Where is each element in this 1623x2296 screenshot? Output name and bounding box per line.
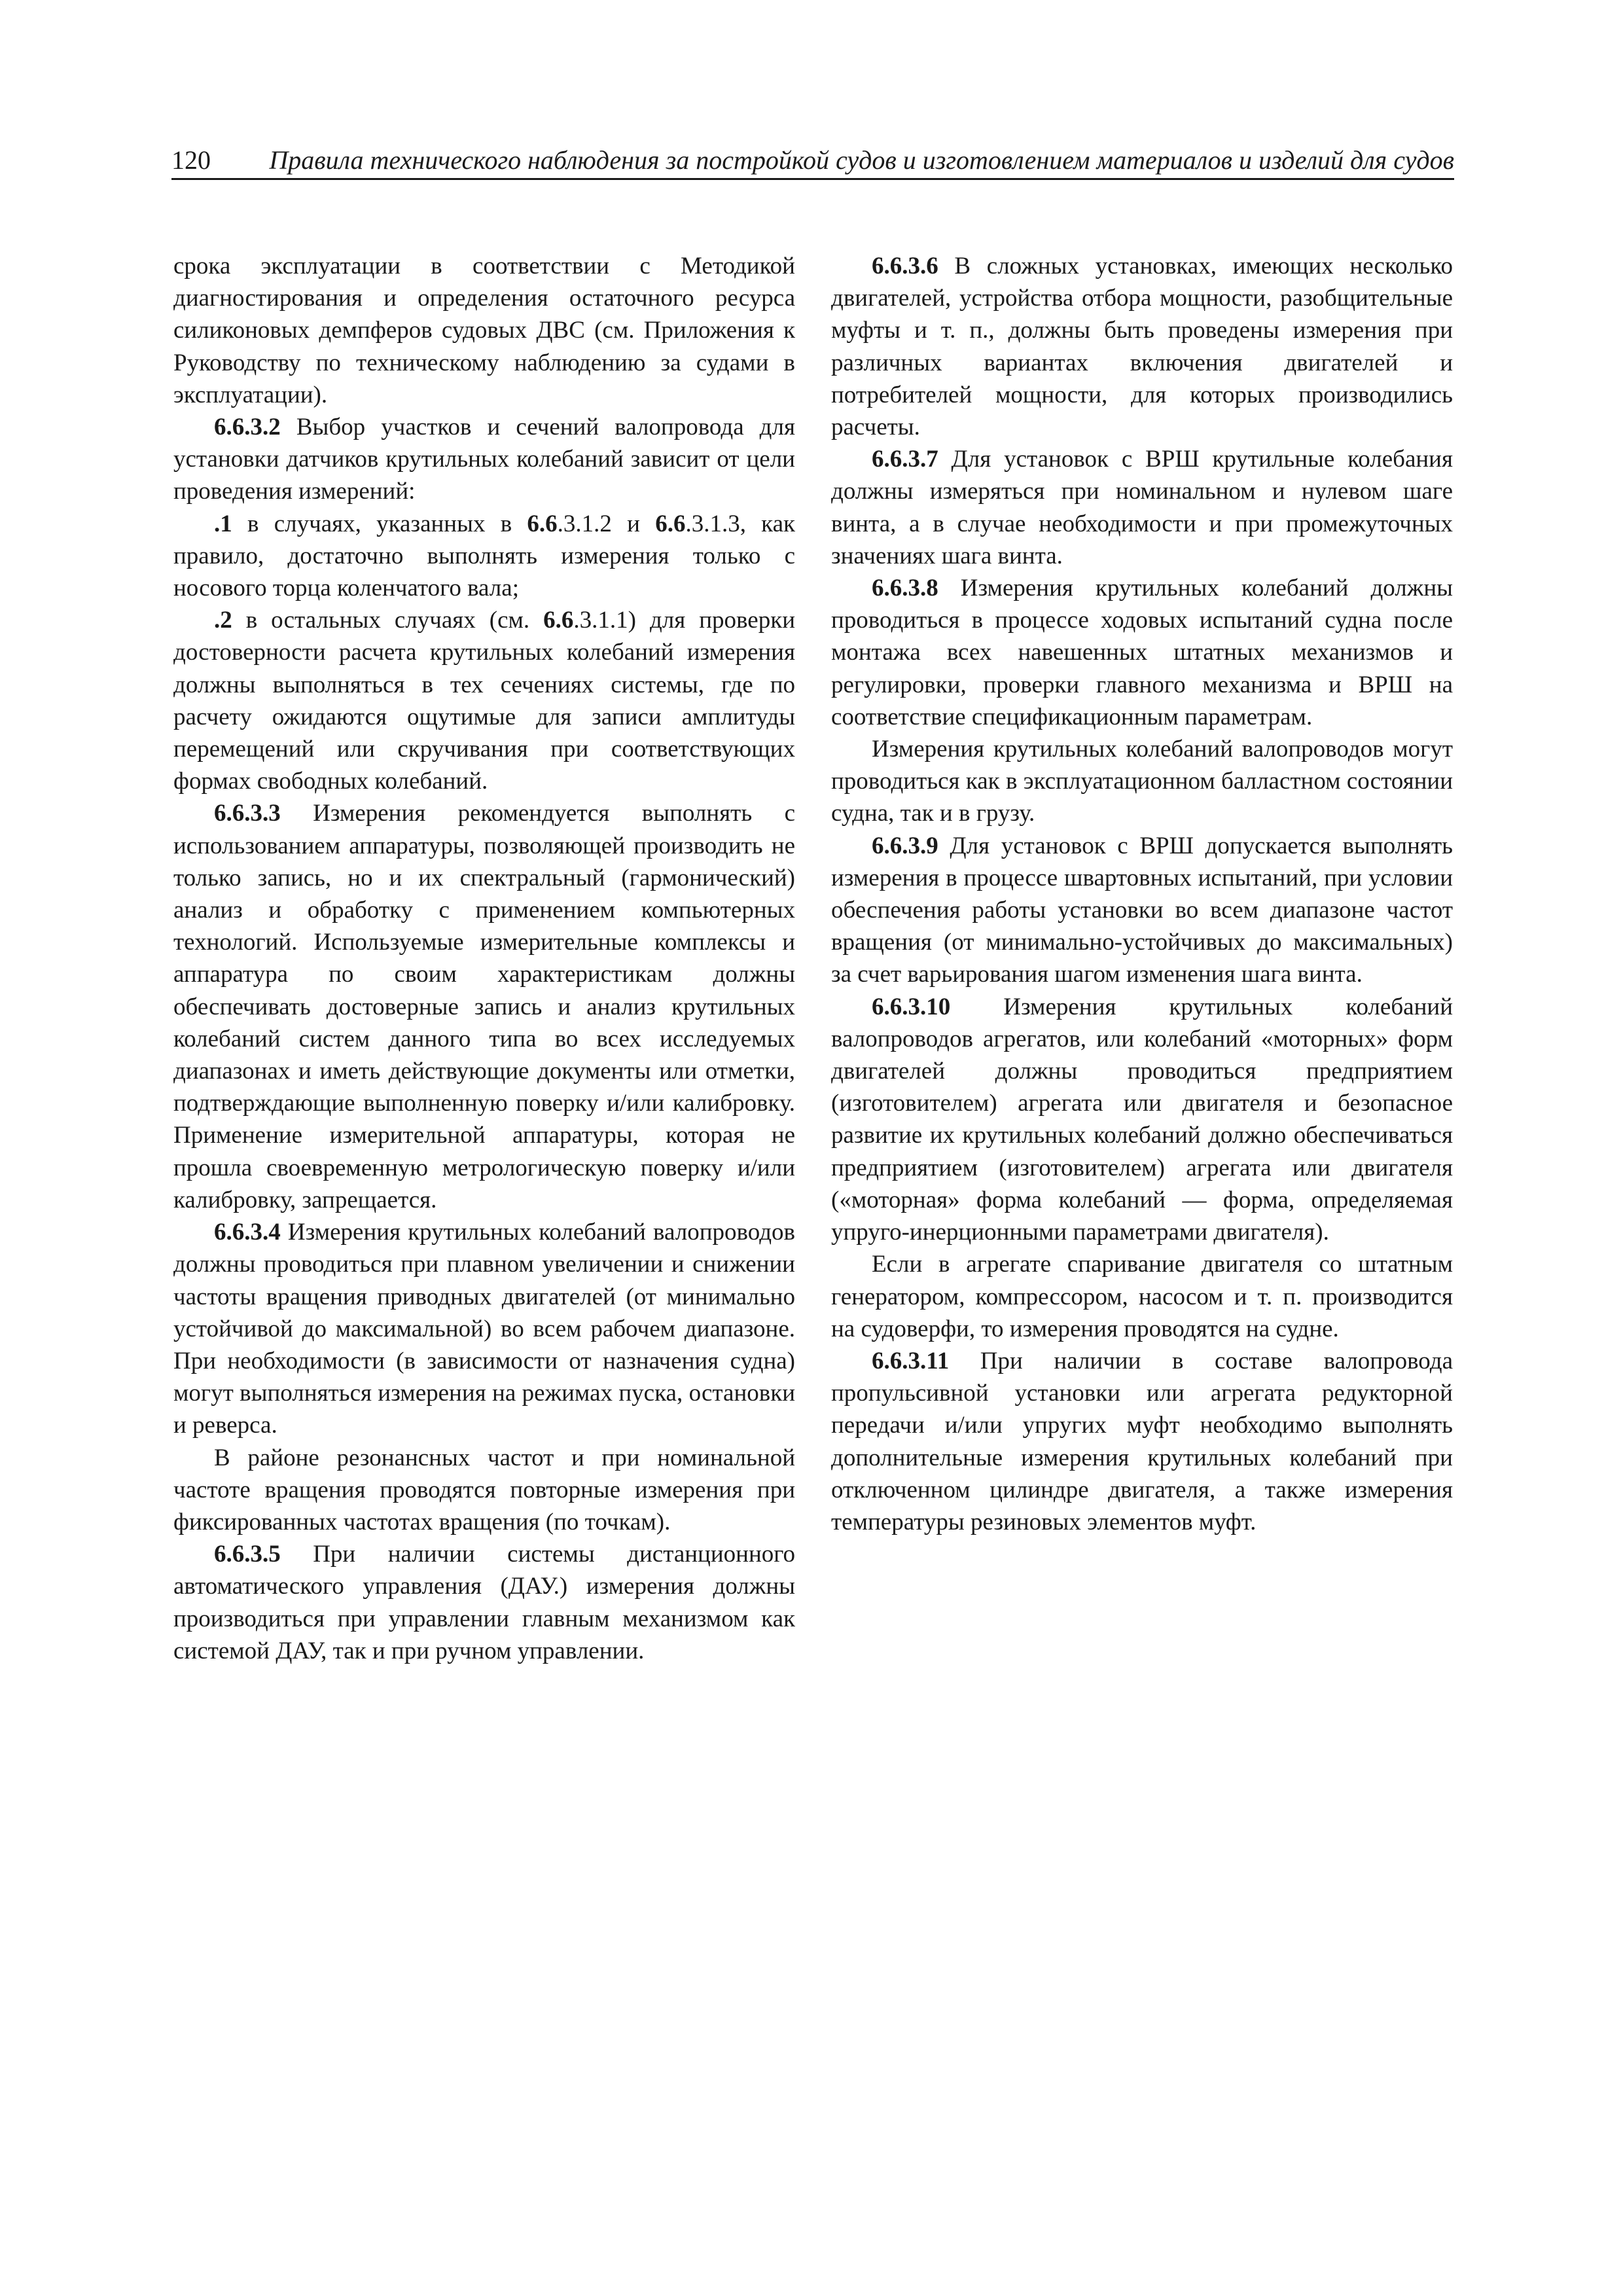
list-number: .1 <box>214 510 232 537</box>
section-number: 6.6.3.3 <box>214 800 281 827</box>
paragraph-6-6-3-10 <box>831 991 1453 1249</box>
paragraph-text: В сложных установках, имеющих несколько двигателей, устройства отбора мощности, разобщительные муфты и т. п., должны быть проведены измерения при различных вариантах включения двигателей и потребителей мощности, для которых производились расчеты. <box>831 253 1453 441</box>
section-number: 6.6.3.10 <box>872 993 951 1020</box>
cross-reference: 6.6 <box>655 510 686 537</box>
list-item-1 <box>173 508 795 605</box>
section-number: 6.6.3.11 <box>872 1347 950 1374</box>
paragraph-text: Измерения крутильных колебаний валопроводов агрегатов, или колебаний «моторных» форм двигателей должны проводиться предприятием (изготовителем) агрегата или двигателя и безопасное развитие их крутильных колебаний должно обеспечиваться предприятием (изготовителем) агрегата или двигателя («моторная» форма колебаний — форма, определяемая упруго-инерционными параметрами двигателя). <box>831 993 1453 1246</box>
paragraph-text: Для установок с ВРШ крутильные колебания должны измеряться при номинальном и нулевом шаге винта, а в случае необходимости и при промежуточных значениях шага винта. <box>831 446 1453 569</box>
section-number: 6.6.3.8 <box>872 575 938 602</box>
paragraph-text: При наличии системы дистанционного автоматического управления (ДАУ.) измерения должны производиться при управлении главным механизмом как системой ДАУ, так и при ручном управлении. <box>173 1541 795 1664</box>
left-column <box>173 250 795 1667</box>
cross-reference-tail: .3.1.2 <box>557 510 612 537</box>
paragraph-6-6-3-11 <box>831 1345 1453 1538</box>
paragraph-6-6-3-4 <box>173 1216 795 1441</box>
cross-reference-tail: .3.1.3, <box>685 510 746 537</box>
cross-reference: 6.6 <box>527 510 558 537</box>
list-number: .2 <box>214 607 232 634</box>
paragraph-6-6-3-9 <box>831 830 1453 991</box>
paragraph-text: Для установок с ВРШ допускается выполнять измерения в процессе швартовных испытаний, при условии обеспечения работы установки во всем диапазоне частот вращения (от минимально-устойчивых до максимальных) за счет варьирования шагом изменения шага винта. <box>831 832 1453 988</box>
paragraph-6-6-3-8 <box>831 572 1453 733</box>
paragraph-resonance <box>173 1442 795 1539</box>
section-number: 6.6.3.4 <box>214 1219 281 1246</box>
paragraph-text: в случаях, указанных в <box>232 510 527 537</box>
paragraph-shipyard-coupling <box>831 1248 1453 1345</box>
paragraph-continuation <box>173 250 795 411</box>
paragraph-text: и <box>611 510 656 537</box>
cross-reference-tail: .3.1.1) <box>573 607 636 634</box>
paragraph-text: Измерения крутильных колебаний валопроводов должны проводиться при плавном увеличении и снижении частоты вращения приводных двигателей (от минимально устойчивой до максимальной) во всем рабочем диапазоне. При необходимости (в зависимости от назначения судна) могут выполняться измерения на режимах пуска, остановки и реверса. <box>173 1219 795 1439</box>
right-column <box>831 250 1453 1538</box>
paragraph-measurement-conditions <box>831 733 1453 830</box>
paragraph-text: Измерения крутильных колебаний должны проводиться в процессе ходовых испытаний судна после монтажа всех навешенных штатных механизмов и регулировки, проверки главного механизма и ВРШ на соответствие спецификационным параметрам. <box>831 575 1453 730</box>
page-number: 120 <box>171 145 211 175</box>
page-header <box>171 144 1454 180</box>
paragraph-text: как правило, достаточно выполнять измерения только с носового торца коленчатого вала; <box>173 510 795 602</box>
section-number: 6.6.3.9 <box>872 832 938 859</box>
running-title: Правила технического наблюдения за постройкой судов и изготовлением материалов и изделий для судов <box>269 145 1454 175</box>
paragraph-text: Выбор участков и сечений валопровода для установки датчиков крутильных колебаний зависит от цели проведения измерений: <box>173 414 795 505</box>
paragraph-text: в остальных случаях (см. <box>232 607 544 634</box>
section-number: 6.6.3.5 <box>214 1541 281 1568</box>
paragraph-text: Измерения крутильных колебаний валопроводов могут проводиться как в эксплуатационном балластном состоянии судна, так и в грузу. <box>831 736 1453 827</box>
section-number: 6.6.3.6 <box>872 253 938 279</box>
cross-reference: 6.6 <box>543 607 574 634</box>
paragraph-text: срока эксплуатации в соответствии с Методикой диагностирования и определения остаточного ресурса силиконовых демпферов судовых ДВС (см. Приложения к Руководству по техническому наблюдению за судами в эксплуатации). <box>173 253 795 408</box>
paragraph-6-6-3-5 <box>173 1538 795 1667</box>
paragraph-text: Если в агрегате спаривание двигателя со штатным генератором, компрессором, насосом и т. п. производится на судоверфи, то измерения проводятся на судне. <box>831 1251 1453 1342</box>
list-item-2 <box>173 604 795 797</box>
paragraph-text: для проверки достоверности расчета крутильных колебаний измерения должны выполняться в тех сечениях системы, где по расчету ожидаются ощутимые для записи амплитуды перемещений или скручивания при соответствующих формах свободных колебаний. <box>173 607 795 795</box>
paragraph-6-6-3-6 <box>831 250 1453 443</box>
section-number: 6.6.3.2 <box>214 414 281 441</box>
paragraph-text: Измерения рекомендуется выполнять с использованием аппаратуры, позволяющей производить не только запись, но и их спектральный (гармонический) анализ и обработку с применением компьютерных технологий. Используемые измерительные комплексы и аппаратура по своим характеристикам должны обеспечивать достоверные запись и анализ крутильных колебаний систем данного типа во всех исследуемых диапазонах и иметь действующие документы или отметки, подтверждающие выполненную поверку и/или калибровку. Применение измерительной аппаратуры, которая не прошла своевременную метрологическую поверку и/или калибровку, запрещается. <box>173 800 795 1213</box>
section-number: 6.6.3.7 <box>872 446 938 473</box>
paragraph-text: При наличии в составе валопровода пропульсивной установки или агрегата редукторной передачи и/или упругих муфт необходимо выполнять дополнительные измерения крутильных колебаний при отключенном цилиндре двигателя, а также измерения температуры резиновых элементов муфт. <box>831 1347 1453 1535</box>
paragraph-6-6-3-2 <box>173 411 795 508</box>
paragraph-text: В районе резонансных частот и при номинальной частоте вращения проводятся повторные измерения при фиксированных частотах вращения (по точкам). <box>173 1444 795 1535</box>
paragraph-6-6-3-7 <box>831 443 1453 572</box>
paragraph-6-6-3-3 <box>173 797 795 1216</box>
